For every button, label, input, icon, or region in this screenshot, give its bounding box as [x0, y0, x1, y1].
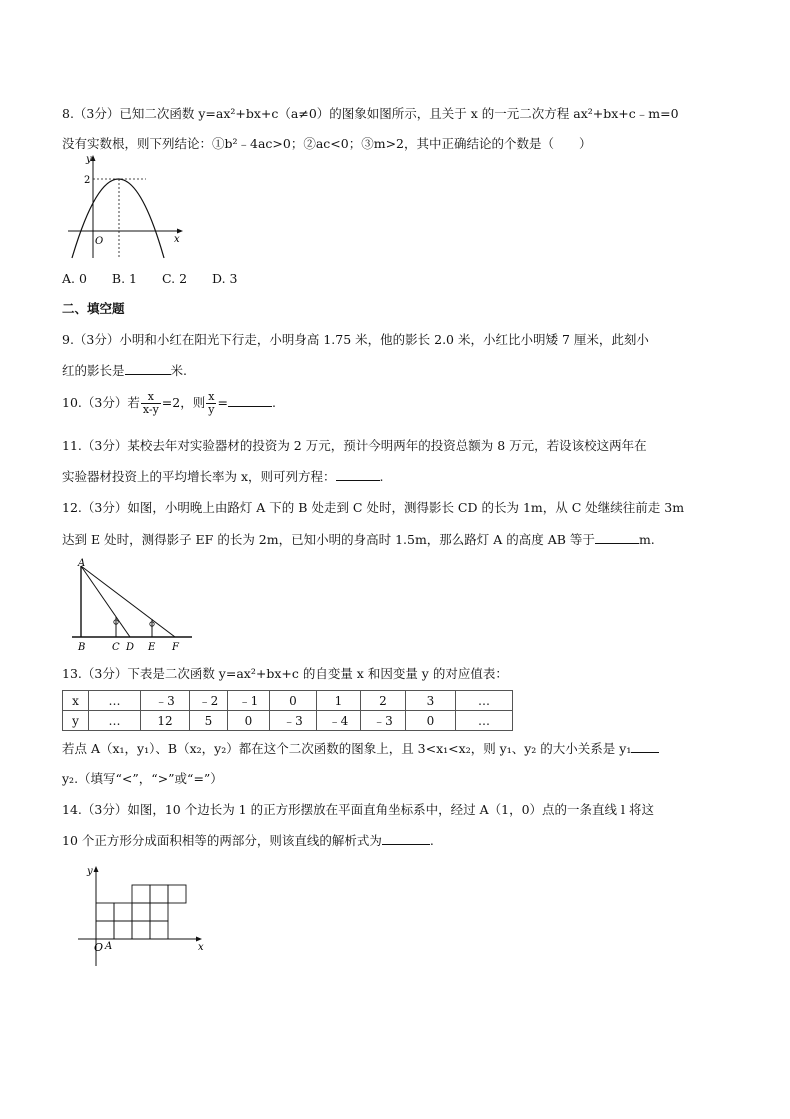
q14-answer-blank[interactable] [382, 832, 430, 845]
q12-label-E: E [148, 642, 156, 652]
q13-value-table [62, 690, 513, 731]
q12-stem-line1: 12.（3分）如图，小明晚上由路灯 A 下的 B 处走到 C 处时，测得影长 CD 的长为 1m，从 C 处继续往前走 3m [62, 500, 685, 515]
q10-text-post: . [271, 395, 276, 410]
q14-x-arrow [196, 937, 202, 942]
q12-light-ray-to-F [81, 566, 175, 637]
table-cell: x [63, 691, 89, 711]
q14-y-arrow [94, 866, 99, 872]
q11-stem-line1: 11.（3分）某校去年对实验器材的投资为 2 万元，预计今明两年的投资总额为 8 万元，若设该校这两年在 [62, 438, 647, 453]
q9-stem-line1: 9.（3分）小明和小红在阳光下行走，小明身高 1.75 米，他的影长 2.0 米，小红比小明矮 7 厘米，此刻小 [62, 332, 649, 347]
table-cell: 3 [406, 691, 456, 711]
table-row [63, 691, 513, 711]
q9-stem-line2 [62, 362, 187, 379]
table-cell: 0 [270, 691, 317, 711]
q12-text-pre: 达到 E 处时，测得影子 EF 的长为 2m，已知小明的身高时 1.5m，那么路灯 A 的高度 AB 等于 [62, 532, 595, 547]
q10-stem [62, 389, 276, 417]
q12-streetlamp-figure [70, 556, 196, 652]
table-cell: … [456, 711, 513, 731]
q12-label-F: F [172, 642, 179, 652]
q12-answer-blank[interactable] [595, 531, 639, 544]
q11-answer-blank[interactable] [336, 468, 380, 481]
q11-text-pre: 实验器材投资上的平均增长率为 x，则可列方程： [62, 469, 336, 484]
q10-answer-blank[interactable] [228, 394, 272, 407]
q14-y-label: y [87, 866, 93, 877]
q14-x-label: x [198, 942, 204, 953]
q10-fraction-x-over-x-minus-y: $\frac{x}{x-y}$ [142, 390, 159, 416]
q8-stem-line2: 没有实数根，则下列结论：①b²﹣4ac>0；②ac<0；③m>2，其中正确结论的个数是（ ） [62, 136, 592, 151]
q10-fraction-x-over-y: $\frac{x}{y}$ [208, 390, 215, 416]
q14-text-post: . [429, 833, 434, 848]
q8-x-label: x [174, 234, 180, 245]
q13-instruction-line: y₂.（填写“<”，“>”或“=”） [62, 771, 223, 786]
q13-answer-blank[interactable] [631, 740, 659, 753]
table-cell: 1 [317, 691, 361, 711]
table-cell: ﹣4 [317, 711, 361, 731]
q8-options: A. 0 B. 1 C. 2 D. 3 [62, 271, 238, 286]
q9-text-pre: 红的影长是 [62, 363, 125, 378]
table-cell: 12 [141, 711, 190, 731]
q11-stem-line2 [62, 468, 384, 485]
q8-x-arrow [177, 229, 183, 234]
q12-stem-line2 [62, 531, 655, 548]
q11-text-post: . [379, 469, 384, 484]
q12-label-B: B [78, 642, 86, 652]
table-cell: ﹣3 [141, 691, 190, 711]
q12-label-A: A [78, 558, 86, 569]
q14-point-A-label: A [105, 941, 113, 952]
table-cell: y [63, 711, 89, 731]
q10-text-eq: = [217, 395, 228, 410]
q8-tick-2: 2 [84, 175, 91, 186]
q12-text-post: m. [638, 532, 655, 547]
q8-stem-line1: 8.（3分）已知二次函数 y=ax²+bx+c（a≠0）的图象如图所示，且关于 x 的一元二次方程 ax²+bx+c﹣m=0 [62, 106, 679, 121]
table-cell: 5 [190, 711, 228, 731]
table-cell: ﹣3 [270, 711, 317, 731]
q8-parabola-curve [72, 179, 164, 258]
table-cell: ﹣1 [228, 691, 270, 711]
q10-text-mid: =2，则 [161, 395, 206, 410]
q14-unit-squares [96, 885, 186, 939]
q8-origin-label: O [95, 236, 104, 247]
table-cell: … [456, 691, 513, 711]
q10-text-pre: 10.（3分）若 [62, 395, 140, 410]
q14-stem-line2 [62, 832, 434, 849]
q13-condition-line [62, 740, 659, 757]
q13-stem: 13.（3分）下表是二次函数 y=ax²+bx+c 的自变量 x 和因变量 y 的对应值表： [62, 666, 508, 681]
table-cell: ﹣2 [190, 691, 228, 711]
q8-y-label: y [86, 154, 92, 165]
table-cell: ﹣3 [361, 711, 406, 731]
q12-label-C: C [112, 642, 120, 652]
q9-text-post: 米. [170, 363, 187, 378]
table-cell: … [89, 691, 141, 711]
section-title: 二、填空题 [62, 301, 125, 316]
q14-squares-figure [74, 862, 208, 970]
q8-parabola-graph [64, 152, 188, 264]
q14-text-pre: 10 个正方形分成面积相等的两部分，则该直线的解析式为 [62, 833, 382, 848]
table-cell: … [89, 711, 141, 731]
table-row [63, 711, 513, 731]
q14-stem-line1: 14.（3分）如图，10 个边长为 1 的正方形摆放在平面直角坐标系中，经过 A（1，0）点的一条直线 l 将这 [62, 802, 654, 817]
table-cell: 0 [406, 711, 456, 731]
table-cell: 2 [361, 691, 406, 711]
q12-label-D: D [126, 642, 135, 652]
q14-origin-label: O [94, 941, 104, 954]
q12-light-ray-to-D [81, 566, 130, 637]
q13-condition-text: 若点 A（x₁，y₁）、B（x₂，y₂）都在这个二次函数的图象上，且 3<x₁<x₂，则 y₁、y₂ 的大小关系是 y₁ [62, 741, 632, 756]
table-cell: 0 [228, 711, 270, 731]
q9-answer-blank[interactable] [125, 362, 171, 375]
